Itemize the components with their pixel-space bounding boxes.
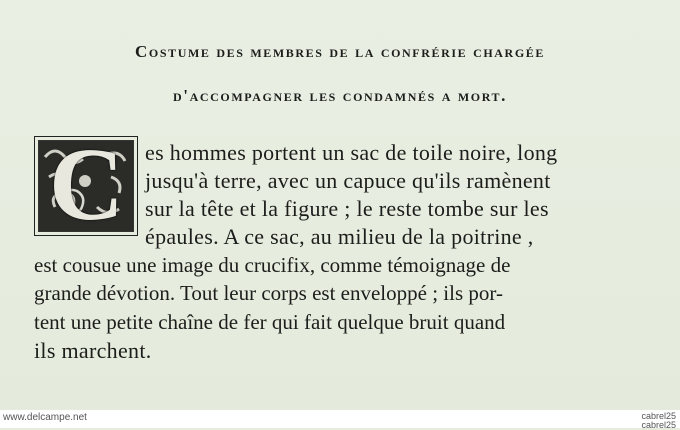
footer-right-text — [641, 412, 676, 430]
footer-right-line-2: cabrel25 — [641, 420, 676, 430]
body-line-2: jusqu'à terre, avec un capuce qu'ils ramènent — [145, 168, 551, 193]
body-line-7: tent une petite chaîne de fer qui fait quelque bruit quand — [34, 310, 506, 334]
body-line-5: est cousue une image du crucifix, comme témoignage de — [34, 253, 511, 277]
title-line-2: d'accompagner les condamnés a mort. — [173, 86, 507, 105]
body-line-1: es hommes portent un sac de toile noire, long — [145, 140, 558, 165]
title-line-1: Costume des membres de la confrérie chargée — [135, 42, 545, 61]
watermark-footer — [0, 410, 680, 428]
body-line-4: épaules. A ce sac, au milieu de la poitrine , — [145, 224, 534, 249]
body-line-6: grande dévotion. Tout leur corps est enveloppé ; ils por- — [34, 281, 503, 305]
footer-right-line-1: cabrel25 — [641, 411, 676, 421]
ornamental-initial-letter — [34, 127, 138, 242]
footer-left-text: www.delcampe.net — [3, 412, 87, 423]
body-line-3: sur la tête et la figure ; le reste tombe sur les — [145, 196, 549, 221]
initial-letter: C — [49, 127, 125, 242]
body-line-8: ils marchent. — [34, 338, 152, 363]
